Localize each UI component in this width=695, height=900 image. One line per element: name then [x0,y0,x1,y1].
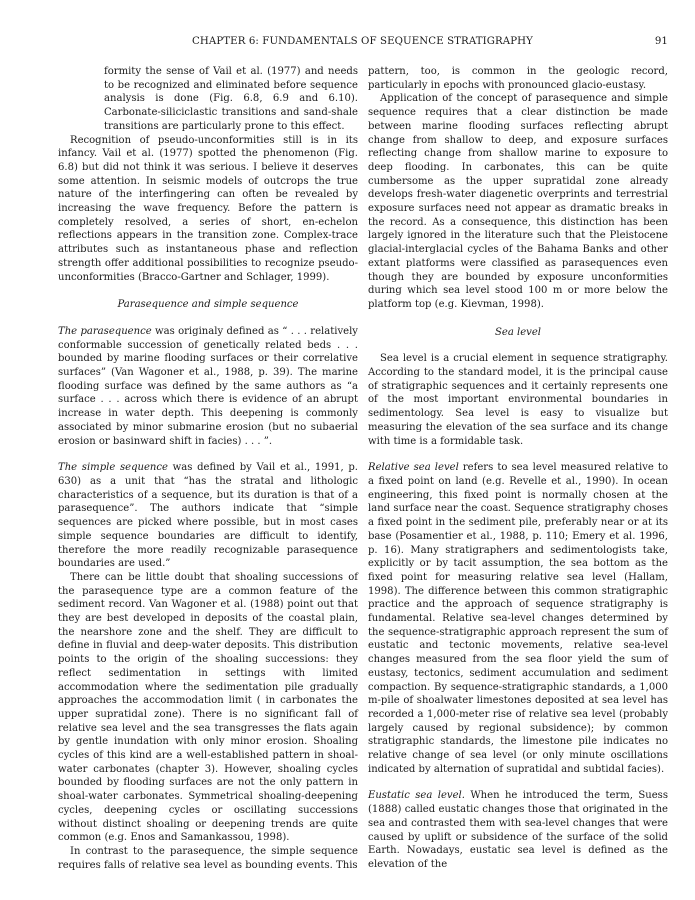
paragraph: pattern, too, is common in the geologic record, particularly in epochs with pronounced glacio-eustasy. [368,66,668,91]
paragraph: In contrast to the parasequence, the simple sequence requires falls of relative sea level as bounding events. This [58,845,358,871]
term-lead: Relative sea level [368,462,459,474]
paragraph: formity the sense of Vail et al. (1977) and needs to be recognized and eliminated before sequence analysis is done (Fig. 6.8, 6.9 and 6.10). Carbonate-siliciclastic transitions and sand-shale transitions are particularly prone to this effect. [104,66,358,132]
paragraph [58,461,358,571]
paragraph: Recognition of pseudo-unconformities still is in its infancy. Vail et al. (1977) spotted the phenomenon (Fig. 6.8) but did not think it was serious. I believe it deserves some attention. In seismic models of outcrops the true nature of the interfingering can often be revealed by increasing the wave frequency. Before the pattern is completely resolved, a series of short, en-echelon reflections appears in the transition zone. Complex-trace attributes such as instantaneous phase and reflection strength offer additional possibilities to recognize pseudo-unconformities (Bracco-Gartner and Schlager, 1999). [58,134,358,283]
left-column [58,65,358,872]
paragraph-text: was defined by Vail et al., 1991, p. 630) as a unit that “has the stratal and lithologic characteristics of a sequence, but its duration is that of a parasequence”. The authors indicate that “simple sequences are picked where possible, but in most cases simple sequence boundaries are difficult to identify, therefore the more readily recognizable parasequence boundaries are used.” [58,462,358,570]
paragraph [58,325,358,448]
paragraph: There can be little doubt that shoaling successions of the parasequence type are a common feature of the sediment record. Van Wagoner et al. (1988) point out that they are best developed in deposits of the coastal plain, the nearshore zone and the shelf. They are difficult to define in fluvial and deep-water deposits. This distribution points to the origin of the shoaling successions: they reflect sedimentation in settings with limited accommodation where the sedimentation pile gradually approaches the accommodation limit ( in carbonates the upper supratidal zone). There is no significant fall of relative sea level and the sea transgresses the flats again by gentle inundation with only minor erosion. Shoaling cycles of this kind are a well-established pattern in shoal-water carbonates (chapter 3). However, shoaling cycles bounded by flooding surfaces are not the only pattern in shoal-water carbonates. Symmetrical shoaling-deepening cycles, deepening cycles or oscillating successions without distinct shoaling or deepening trends are quite common (e.g. Enos and Samankassou, 1998). [58,571,358,844]
chapter-title: CHAPTER 6: FUNDAMENTALS OF SEQUENCE STRATIGRAPHY [192,36,533,47]
paragraph-text: When he introduced the term, Suess (1888) called eustatic changes those that originated in the sea and contrasted them with sea-level changes that were caused by uplift or subsidence of the surface of the solid Earth. Nowadays, eustatic sea level is defined as the elevation of the [368,790,668,870]
page-number: 91 [654,36,668,47]
paragraph: Sea level is a crucial element in sequence stratigraphy. According to the standard model, it is the principal cause of stratigraphic sequences and it certainly represents one of the most important environmental boundaries in sedimentology. Sea level is easy to visualize but measuring the elevation of the sea surface and its change with time is a formidable task. [368,353,668,447]
paragraph-text: refers to sea level measured relative to a fixed point on land (e.g. Revelle et al., 1990). In ocean engineering, this fixed point is normally chosen at the land surface near the coast. Sequence stratigraphy choses a fixed point in the sediment pile, preferably near or at its base (Posamentier et al., 1988, p. 110; Emery et al. 1996, p. 16). Many stratigraphers and sedimentologists take, explicitly or by tacit assumption, the sea bottom as the fixed point for measuring relative sea level (Hallam, 1998). The difference between this common stratigraphic practice and the approach of sequence stratigraphy is fundamental. Relative sea-level changes determined by the sequence-stratigraphic approach represent the sum of eustatic and tectonic movements, relative sea-level changes measured from the sea floor yield the sum of eustasy, tectonics, sediment accumulation and sediment compaction. By sequence-stratigraphic standards, a 1,000 m-pile of shoalwater limestones deposited at sea level has recorded a 1,000-meter rise of relative sea level (probably largely caused by regional subsidence); by common stratigraphic standards, the limestone pile indicates no relative change of sea level (or only minute oscillations indicated by alternation of supratidal and subtidal facies). [368,462,669,775]
paragraph [368,461,668,776]
right-column [368,65,668,872]
term-lead: The parasequence [58,325,152,337]
paragraph: Application of the concept of parasequence and simple sequence requires that a clear distinction be made between marine flooding surfaces reflecting abrupt change from shallow to deep, and exposure surfaces reflecting change from shallow marine to exposure to deep flooding. In carbonates, this can be quite cumbersome as the upper supratidal zone already develops fresh-water diagenetic overprints and terrestrial exposure surfaces need not appear as dramatic breaks in the record. As a consequence, this distinction has been largely ignored in the literature such that the Pleistocene glacial-interglacial cycles of the Bahama Banks and other extant platforms were classified as parasequences even though they are bounded by exposure unconformities during which sea level stood 100 m or more below the platform top (e.g. Kievman, 1998). [368,93,668,310]
section-heading: Parasequence and simple sequence [117,299,299,311]
section-heading: Sea level [494,326,541,338]
term-lead: Eustatic sea level. [368,790,465,802]
paragraph [368,789,668,871]
paragraph-text: was originaly defined as “ . . . relatively conformable succession of genetically related beds . . . bounded by marine flooding surfaces or their correlative surfaces” (Van Wagoner et al., 1988, p. 39). The marine flooding surface was defined by the same authors as “a surface . . . across which there is evidence of an abrupt increase in water depth. This deepening is commonly associated by minor submarine erosion (but no subaerial erosion or basinward shift in facies) . . . ”. [58,325,358,447]
term-lead: The simple sequence [58,462,168,474]
